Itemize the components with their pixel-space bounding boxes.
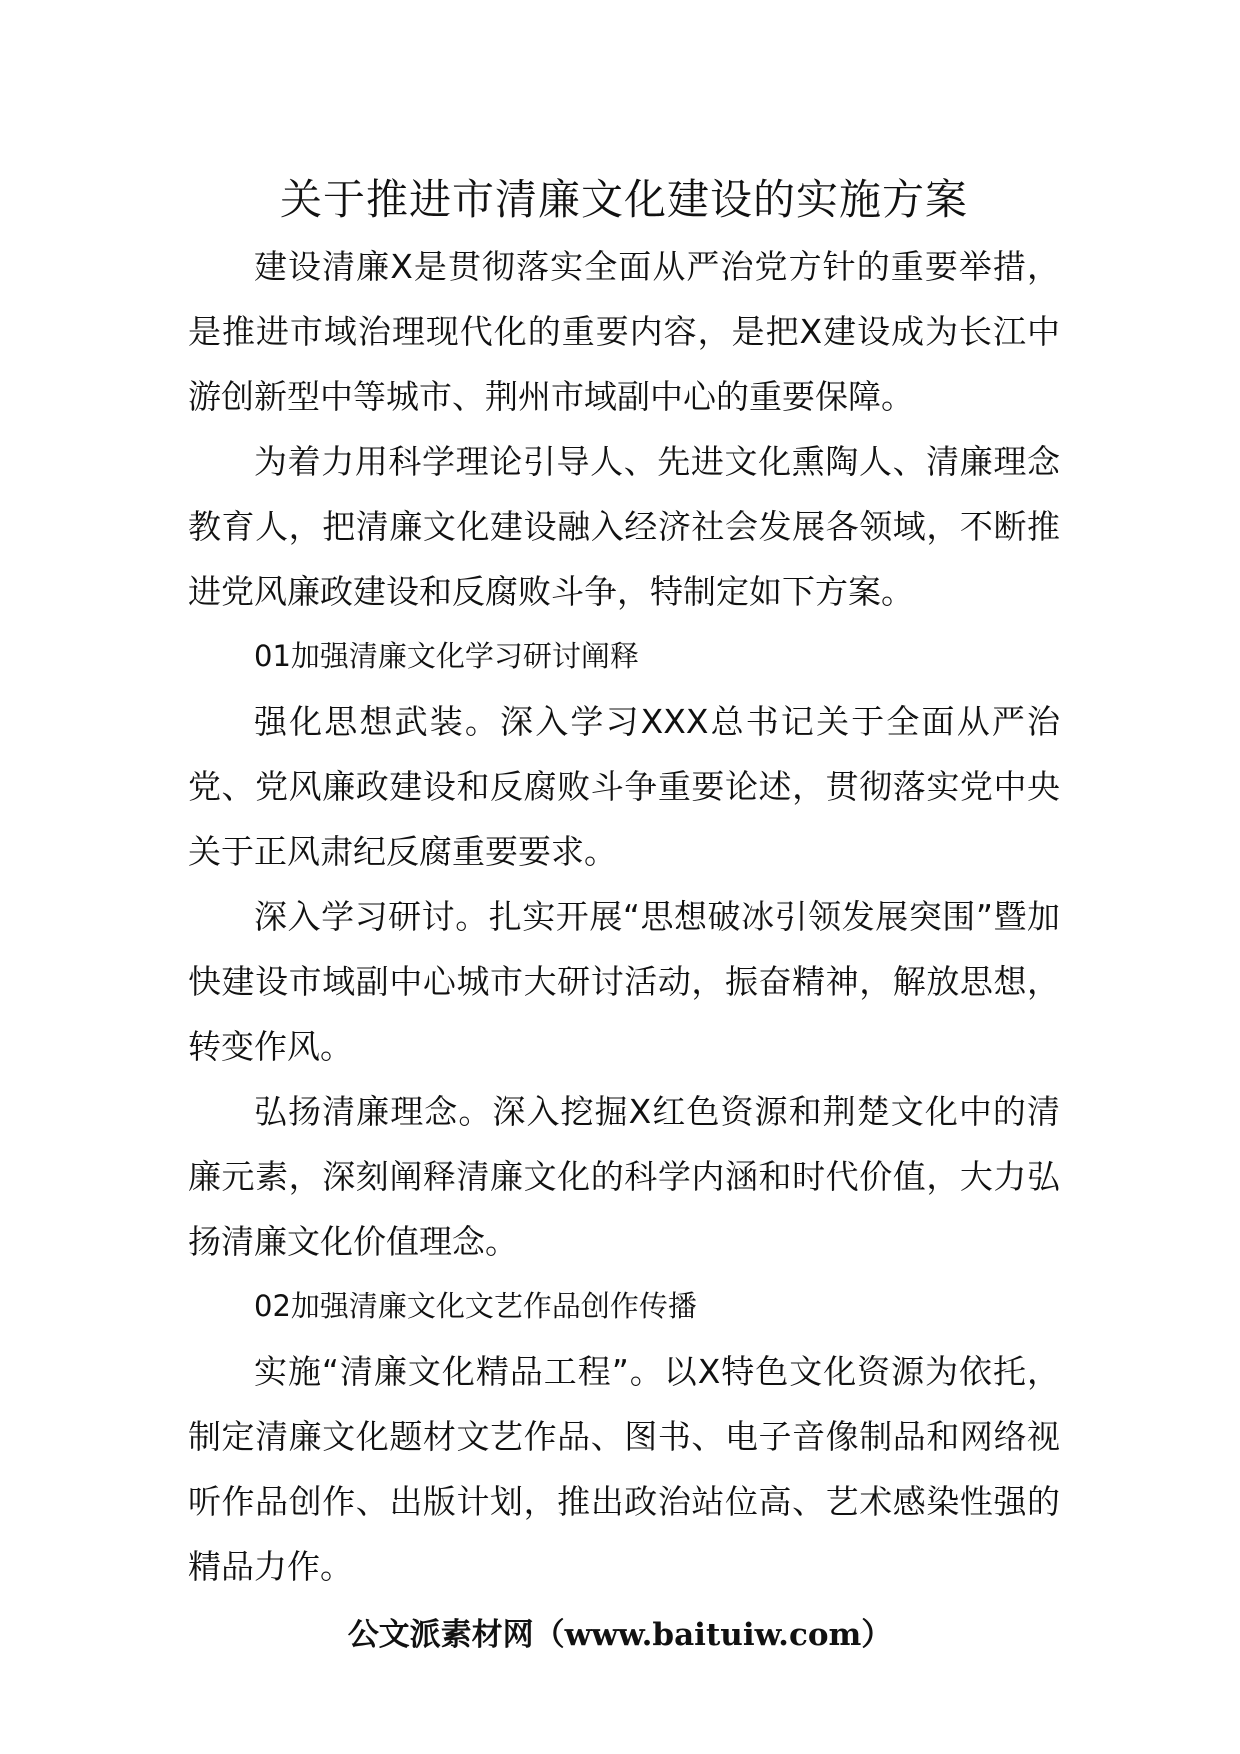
paragraph-promote-concept: 弘扬清廉理念。深入挖掘X红色资源和荆楚文化中的清廉元素，深刻阐释清廉文化的科学内涵和时代价值，大力弘扬清廉文化价值理念。	[188, 1092, 1060, 1261]
paragraph-intro: 建设清廉X是贯彻落实全面从严治党方针的重要举措，是推进市域治理现代化的重要内容，是把X建设成为长江中游创新型中等城市、荆州市域副中心的重要保障。	[188, 247, 1060, 416]
paragraph-quality-project: 实施“清廉文化精品工程”。以X特色文化资源为依托，制定清廉文化题材文艺作品、图书、电子音像制品和网络视听作品创作、出版计划，推出政治站位高、艺术感染性强的精品力作。	[188, 1352, 1060, 1586]
section-heading-01: 01加强清廉文化学习研讨阐释	[254, 639, 639, 673]
document-body	[188, 234, 1060, 1599]
paragraph-study-discussion: 深入学习研讨。扎实开展“思想破冰引领发展突围”暨加快建设市域副中心城市大研讨活动，振奋精神，解放思想，转变作风。	[188, 897, 1060, 1066]
paragraph-purpose: 为着力用科学理论引导人、先进文化熏陶人、清廉理念教育人，把清廉文化建设融入经济社会发展各领域，不断推进党风廉政建设和反腐败斗争，特制定如下方案。	[188, 442, 1060, 611]
paragraph-strengthen-thought: 强化思想武装。深入学习XXX总书记关于全面从严治党、党风廉政建设和反腐败斗争重要论述，贯彻落实党中央关于正风肃纪反腐重要要求。	[188, 702, 1060, 871]
document-title: 关于推进市清廉文化建设的实施方案	[279, 175, 968, 224]
section-heading-02: 02加强清廉文化文艺作品创作传播	[254, 1289, 697, 1323]
source-footer: 公文派素材网（www.baituiw.com）	[347, 1617, 893, 1653]
